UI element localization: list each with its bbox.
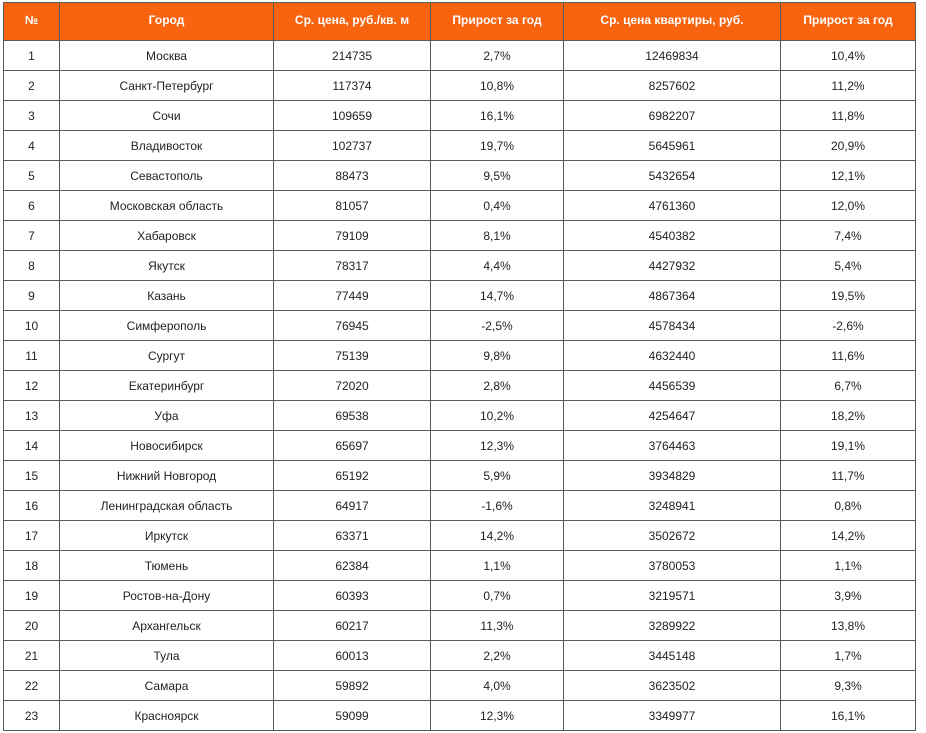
table-header <box>4 3 916 41</box>
apartment-price: 4540382 <box>564 221 781 251</box>
growth-apartment: 3,9% <box>781 581 916 611</box>
apartment-price: 4578434 <box>564 311 781 341</box>
growth-sqm: 5,9% <box>431 461 564 491</box>
row-number: 2 <box>4 71 60 101</box>
price-per-sqm: 69538 <box>274 401 431 431</box>
apartment-price: 3219571 <box>564 581 781 611</box>
city-name: Москва <box>60 41 274 71</box>
table-row <box>4 161 916 191</box>
table-row <box>4 281 916 311</box>
growth-apartment: 1,7% <box>781 641 916 671</box>
growth-sqm: 8,1% <box>431 221 564 251</box>
table-row <box>4 401 916 431</box>
growth-sqm: 2,2% <box>431 641 564 671</box>
city-name: Хабаровск <box>60 221 274 251</box>
apartment-price: 3248941 <box>564 491 781 521</box>
header-city: Город <box>60 3 274 41</box>
row-number: 19 <box>4 581 60 611</box>
table-row <box>4 191 916 221</box>
price-per-sqm: 72020 <box>274 371 431 401</box>
table-row <box>4 521 916 551</box>
row-number: 7 <box>4 221 60 251</box>
price-per-sqm: 64917 <box>274 491 431 521</box>
row-number: 9 <box>4 281 60 311</box>
city-name: Владивосток <box>60 131 274 161</box>
header-growth-apartment: Прирост за год <box>781 3 916 41</box>
table-row <box>4 341 916 371</box>
header-price-per-sqm: Ср. цена, руб./кв. м <box>274 3 431 41</box>
growth-apartment: 7,4% <box>781 221 916 251</box>
apartment-price: 8257602 <box>564 71 781 101</box>
row-number: 10 <box>4 311 60 341</box>
city-name: Симферополь <box>60 311 274 341</box>
price-per-sqm: 78317 <box>274 251 431 281</box>
apartment-price: 4456539 <box>564 371 781 401</box>
growth-apartment: 5,4% <box>781 251 916 281</box>
price-per-sqm: 63371 <box>274 521 431 551</box>
price-table-container <box>3 2 915 731</box>
row-number: 1 <box>4 41 60 71</box>
growth-sqm: 11,3% <box>431 611 564 641</box>
row-number: 22 <box>4 671 60 701</box>
city-name: Севастополь <box>60 161 274 191</box>
price-per-sqm: 76945 <box>274 311 431 341</box>
price-per-sqm: 75139 <box>274 341 431 371</box>
city-name: Красноярск <box>60 701 274 731</box>
growth-sqm: 14,2% <box>431 521 564 551</box>
price-per-sqm: 60013 <box>274 641 431 671</box>
row-number: 12 <box>4 371 60 401</box>
table-row <box>4 611 916 641</box>
city-name: Уфа <box>60 401 274 431</box>
city-name: Санкт-Петербург <box>60 71 274 101</box>
growth-apartment: 12,0% <box>781 191 916 221</box>
price-per-sqm: 117374 <box>274 71 431 101</box>
growth-apartment: 1,1% <box>781 551 916 581</box>
growth-sqm: 9,5% <box>431 161 564 191</box>
growth-apartment: 13,8% <box>781 611 916 641</box>
table-row <box>4 671 916 701</box>
table-row <box>4 41 916 71</box>
price-per-sqm: 81057 <box>274 191 431 221</box>
table-row <box>4 371 916 401</box>
apartment-price: 3623502 <box>564 671 781 701</box>
growth-apartment: 10,4% <box>781 41 916 71</box>
apartment-price: 3502672 <box>564 521 781 551</box>
growth-sqm: 2,7% <box>431 41 564 71</box>
city-name: Нижний Новгород <box>60 461 274 491</box>
city-name: Архангельск <box>60 611 274 641</box>
growth-sqm: 0,7% <box>431 581 564 611</box>
row-number: 15 <box>4 461 60 491</box>
apartment-price: 3934829 <box>564 461 781 491</box>
growth-sqm: 12,3% <box>431 431 564 461</box>
city-name: Самара <box>60 671 274 701</box>
row-number: 20 <box>4 611 60 641</box>
growth-apartment: 14,2% <box>781 521 916 551</box>
growth-apartment: 11,6% <box>781 341 916 371</box>
apartment-price: 6982207 <box>564 101 781 131</box>
growth-apartment: 18,2% <box>781 401 916 431</box>
growth-sqm: 10,8% <box>431 71 564 101</box>
row-number: 16 <box>4 491 60 521</box>
row-number: 23 <box>4 701 60 731</box>
growth-sqm: 16,1% <box>431 101 564 131</box>
apartment-price: 4427932 <box>564 251 781 281</box>
growth-sqm: -1,6% <box>431 491 564 521</box>
apartment-price: 3764463 <box>564 431 781 461</box>
city-name: Ленинградская область <box>60 491 274 521</box>
price-per-sqm: 60393 <box>274 581 431 611</box>
table-row <box>4 551 916 581</box>
row-number: 5 <box>4 161 60 191</box>
row-number: 18 <box>4 551 60 581</box>
growth-sqm: 1,1% <box>431 551 564 581</box>
apartment-price: 5645961 <box>564 131 781 161</box>
apartment-price: 12469834 <box>564 41 781 71</box>
price-per-sqm: 60217 <box>274 611 431 641</box>
price-per-sqm: 214735 <box>274 41 431 71</box>
row-number: 21 <box>4 641 60 671</box>
table-row <box>4 461 916 491</box>
header-growth-sqm: Прирост за год <box>431 3 564 41</box>
city-name: Новосибирск <box>60 431 274 461</box>
apartment-price: 3349977 <box>564 701 781 731</box>
growth-sqm: 4,0% <box>431 671 564 701</box>
growth-apartment: 12,1% <box>781 161 916 191</box>
growth-apartment: 11,7% <box>781 461 916 491</box>
row-number: 6 <box>4 191 60 221</box>
apartment-price: 4761360 <box>564 191 781 221</box>
table-row <box>4 221 916 251</box>
apartment-price: 5432654 <box>564 161 781 191</box>
growth-apartment: 19,1% <box>781 431 916 461</box>
row-number: 14 <box>4 431 60 461</box>
city-name: Иркутск <box>60 521 274 551</box>
price-per-sqm: 59892 <box>274 671 431 701</box>
apartment-price: 3780053 <box>564 551 781 581</box>
growth-sqm: 2,8% <box>431 371 564 401</box>
table-row <box>4 101 916 131</box>
table-row <box>4 71 916 101</box>
row-number: 11 <box>4 341 60 371</box>
header-apartment-price: Ср. цена квартиры, руб. <box>564 3 781 41</box>
apartment-price: 4867364 <box>564 281 781 311</box>
table-row <box>4 251 916 281</box>
growth-apartment: 11,2% <box>781 71 916 101</box>
table-row <box>4 701 916 731</box>
growth-sqm: 14,7% <box>431 281 564 311</box>
row-number: 13 <box>4 401 60 431</box>
growth-sqm: 10,2% <box>431 401 564 431</box>
growth-apartment: 9,3% <box>781 671 916 701</box>
growth-sqm: 0,4% <box>431 191 564 221</box>
city-name: Якутск <box>60 251 274 281</box>
apartment-price: 4632440 <box>564 341 781 371</box>
table-row <box>4 311 916 341</box>
growth-sqm: -2,5% <box>431 311 564 341</box>
apartment-price: 3445148 <box>564 641 781 671</box>
row-number: 3 <box>4 101 60 131</box>
city-name: Ростов-на-Дону <box>60 581 274 611</box>
table-row <box>4 131 916 161</box>
price-per-sqm: 88473 <box>274 161 431 191</box>
growth-sqm: 4,4% <box>431 251 564 281</box>
header-number: № <box>4 3 60 41</box>
table-row <box>4 581 916 611</box>
growth-apartment: 20,9% <box>781 131 916 161</box>
city-name: Сочи <box>60 101 274 131</box>
table-body <box>4 41 916 731</box>
price-per-sqm: 65697 <box>274 431 431 461</box>
growth-apartment: -2,6% <box>781 311 916 341</box>
city-name: Екатеринбург <box>60 371 274 401</box>
price-per-sqm: 109659 <box>274 101 431 131</box>
row-number: 4 <box>4 131 60 161</box>
growth-apartment: 16,1% <box>781 701 916 731</box>
header-row <box>4 3 916 41</box>
city-name: Казань <box>60 281 274 311</box>
table-row <box>4 431 916 461</box>
row-number: 17 <box>4 521 60 551</box>
price-per-sqm: 79109 <box>274 221 431 251</box>
growth-apartment: 11,8% <box>781 101 916 131</box>
growth-sqm: 19,7% <box>431 131 564 161</box>
table-row <box>4 641 916 671</box>
growth-sqm: 12,3% <box>431 701 564 731</box>
price-per-sqm: 59099 <box>274 701 431 731</box>
price-per-sqm: 102737 <box>274 131 431 161</box>
city-name: Тула <box>60 641 274 671</box>
city-name: Московская область <box>60 191 274 221</box>
city-name: Тюмень <box>60 551 274 581</box>
row-number: 8 <box>4 251 60 281</box>
growth-sqm: 9,8% <box>431 341 564 371</box>
price-per-sqm: 65192 <box>274 461 431 491</box>
table-row <box>4 491 916 521</box>
city-name: Сургут <box>60 341 274 371</box>
growth-apartment: 0,8% <box>781 491 916 521</box>
apartment-price: 4254647 <box>564 401 781 431</box>
apartment-price: 3289922 <box>564 611 781 641</box>
price-per-sqm: 62384 <box>274 551 431 581</box>
growth-apartment: 19,5% <box>781 281 916 311</box>
growth-apartment: 6,7% <box>781 371 916 401</box>
price-per-sqm: 77449 <box>274 281 431 311</box>
price-table <box>3 2 916 731</box>
